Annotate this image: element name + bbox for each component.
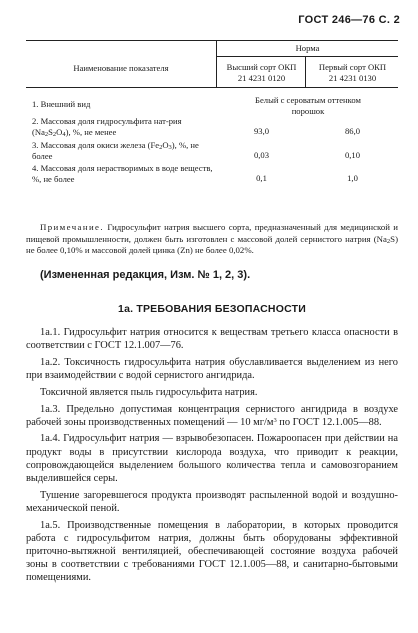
table-row-name: 3. Массовая доля окиси железа $(Fe_2O_3)$, %, не более — [32, 140, 199, 161]
paragraph: Токсичной является пыль гидросульфита натрия. — [40, 386, 258, 398]
table-note: Примечание. Гидросульфит натрия высшего сорта, предназначенный для медицинской и пищевой промышленности, должен быть изготовлен с массовой долей сернистого натрия $(Na_2S)$ не более 0,10% и массовой долей цинка (Zn) не более 0,02%. — [26, 222, 398, 256]
table-cell-value: 0,10 — [344, 150, 361, 160]
paragraph: 1а.2. Токсичность гидросульфита натрия обуславливается выделением из него при взаимодействии с водой сернистого ангидрида. — [26, 356, 398, 382]
table-cell-value: 93,0 — [253, 126, 270, 136]
table-cell-value: 0,1 — [256, 173, 267, 183]
table-row-name: 2. Массовая доля гидросульфита нат-рия $(Na_2S_2O_4)$, %, не менее — [32, 116, 182, 138]
section-title: 1а. ТРЕБОВАНИЯ БЕЗОПАСНОСТИ — [118, 303, 306, 315]
table-grade-divider — [305, 56, 306, 87]
table-top-rule — [26, 40, 398, 41]
norm-header-rule — [217, 56, 398, 57]
appearance-value-cont: порошок — [291, 105, 325, 116]
grade-premium-label: Высший сорт ОКП — [226, 62, 297, 72]
grade-premium-header — [219, 62, 304, 83]
section-body — [26, 326, 398, 588]
grade-first-header — [307, 62, 398, 83]
indicator-column-header: Наименование показателя — [73, 63, 169, 73]
table-cell-value: 86,0 — [344, 126, 361, 136]
norm-column-header: Норма — [295, 43, 320, 53]
grade-first-label: Первый сорт ОКП — [318, 62, 387, 72]
grade-premium-code: 21 4231 0120 — [237, 72, 286, 83]
table-header-rule — [26, 87, 398, 88]
grade-first-code: 21 4231 0130 — [328, 72, 377, 83]
table-row-name: 1. Внешний вид — [32, 99, 91, 109]
paragraph: 1а.1. Гидросульфит натрия относится к веществам третьего класса опасности в соответствии с ГОСТ 12.1.007—76. — [26, 327, 398, 352]
table-row-name: 4. Массовая доля нерастворимых в воде веществ, %, не более — [32, 163, 213, 184]
table-cell-value: 1,0 — [347, 173, 358, 183]
note-label: Примечание. — [40, 222, 104, 232]
table-cell-value: 0,03 — [253, 150, 270, 160]
appearance-value: Белый с сероватым оттенком — [255, 95, 361, 105]
amendment-note: (Измененная редакция, Изм. № 1, 2, 3). — [40, 269, 251, 281]
paragraph: 1а.3. Предельно допустимая концентрация сернистого ангидрида в воздухе рабочей зоны производственных помещений — 10 $мг/м^3$ по ГОСТ 12.1.005—88. — [26, 403, 398, 428]
paragraph: Тушение загоревшегося продукта производят распыленной водой и воздушно-механической пеной. — [26, 489, 398, 514]
paragraph: 1а.5. Производственные помещения в лаборатории, в которых проводится работа с гидросульфитом натрия, должны быть оборудованы эффективной приточно-вытяжной вентиляцией, обеспечивающей состояние воздуха рабочей зоны в соответствии с требованиями ГОСТ 12.1.005—88, и санитарно-бытовыми помещениями. — [26, 519, 398, 584]
table-row-value — [222, 95, 394, 116]
page-header: ГОСТ 246—76 С. 2 — [298, 14, 400, 26]
paragraph: 1а.4. Гидросульфит натрия — взрывобезопасен. Пожароопасен при действии на продукт воды в присутствии кислорода воздуха, что приводит к реакции, сопровождающейся выделением большого количества тепла и самовозгоранием выделившейся серы. — [26, 433, 398, 485]
